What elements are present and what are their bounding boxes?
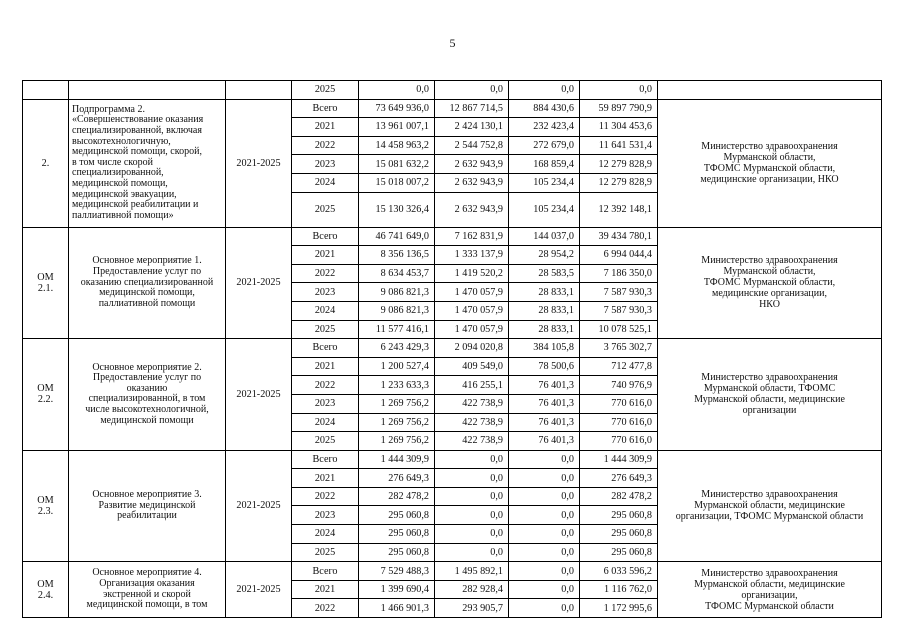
value-cell: 76 401,3 xyxy=(509,376,580,395)
period-cell: 2021-2025 xyxy=(226,562,292,618)
year-cell: 2025 xyxy=(292,543,359,562)
page-number: 5 xyxy=(449,36,456,50)
value-cell: 0,0 xyxy=(359,81,435,100)
value-cell: 1 470 057,9 xyxy=(435,283,509,302)
description-line: медицинской эвакуации, xyxy=(72,188,177,200)
description-line: паллиативной помощи» xyxy=(72,209,174,221)
year-cell: 2021 xyxy=(292,357,359,376)
value-cell: 15 130 326,4 xyxy=(359,192,435,227)
year-cell: Всего xyxy=(292,450,359,469)
value-cell: 0,0 xyxy=(435,469,509,488)
description-line: специализированной, включая xyxy=(72,125,202,136)
value-cell: 1 116 762,0 xyxy=(580,580,658,599)
value-cell: 11 577 416,1 xyxy=(359,320,435,339)
responsible-line: Мурманской области, медицинские xyxy=(694,394,845,406)
value-cell: 0,0 xyxy=(509,469,580,488)
value-cell: 9 086 821,3 xyxy=(359,301,435,320)
value-cell: 1 269 756,2 xyxy=(359,394,435,413)
value-cell: 295 060,8 xyxy=(359,525,435,544)
value-cell: 422 738,9 xyxy=(435,413,509,432)
value-cell: 0,0 xyxy=(435,487,509,506)
year-cell: 2024 xyxy=(292,413,359,432)
value-cell: 0,0 xyxy=(509,580,580,599)
responsible-line: организации, xyxy=(741,589,798,601)
value-cell: 2 094 020,8 xyxy=(435,339,509,358)
value-cell: 712 477,8 xyxy=(580,357,658,376)
value-cell: 0,0 xyxy=(509,525,580,544)
value-cell: 422 738,9 xyxy=(435,432,509,451)
value-cell: 15 018 007,2 xyxy=(359,173,435,192)
year-cell: 2021 xyxy=(292,246,359,265)
value-cell: 295 060,8 xyxy=(359,506,435,525)
value-cell: 76 401,3 xyxy=(509,394,580,413)
period-cell: 2021-2025 xyxy=(226,99,292,227)
responsible-line: Мурманской области, медицинские xyxy=(694,500,845,512)
description-line: Предоставление услуг по xyxy=(92,265,202,277)
description-line: Организация оказания xyxy=(99,578,195,590)
value-cell: 276 649,3 xyxy=(359,469,435,488)
value-cell: 416 255,1 xyxy=(435,376,509,395)
value-cell: 28 833,1 xyxy=(509,320,580,339)
table-row xyxy=(23,450,882,469)
value-cell: 14 458 963,2 xyxy=(359,136,435,155)
responsible-line: медицинские организации, xyxy=(712,288,827,300)
description-line: оказанию специализированной xyxy=(80,276,214,288)
description-line: специализированной, xyxy=(72,167,164,179)
description-line: медицинской помощи, xyxy=(72,177,168,189)
responsible-line: Министерство здравоохранения xyxy=(701,567,838,579)
description-line: высокотехнологичную, xyxy=(72,135,171,147)
responsible-line: организации, ТФОМС Мурманской области xyxy=(675,511,864,523)
period-cell: 2021-2025 xyxy=(226,339,292,451)
value-cell: 0,0 xyxy=(435,450,509,469)
value-cell: 3 765 302,7 xyxy=(580,339,658,358)
value-cell: 12 867 714,5 xyxy=(435,99,509,118)
value-cell: 46 741 649,0 xyxy=(359,227,435,246)
value-cell: 1 444 309,9 xyxy=(359,450,435,469)
section-id-line: 2.2. xyxy=(37,394,54,406)
year-cell: Всего xyxy=(292,227,359,246)
year-cell: 2022 xyxy=(292,487,359,506)
value-cell: 0,0 xyxy=(509,599,580,618)
year-cell: 2024 xyxy=(292,525,359,544)
value-cell: 0,0 xyxy=(509,81,580,100)
year-cell: 2022 xyxy=(292,136,359,155)
value-cell: 0,0 xyxy=(435,81,509,100)
value-cell: 1 466 901,3 xyxy=(359,599,435,618)
period-cell: 2021-2025 xyxy=(226,450,292,562)
value-cell: 282 478,2 xyxy=(359,487,435,506)
responsible-line: Мурманской области, xyxy=(723,152,816,164)
description-line: Основное мероприятие 1. xyxy=(92,255,202,267)
responsible-cell xyxy=(658,450,882,562)
responsible-cell xyxy=(658,81,882,100)
responsible-cell xyxy=(658,227,882,339)
description-cell xyxy=(69,81,226,100)
value-cell: 770 616,0 xyxy=(580,394,658,413)
value-cell: 0,0 xyxy=(509,562,580,581)
table-row xyxy=(23,81,882,100)
description-line: экстренной и скорой xyxy=(103,588,191,600)
responsible-line: ТФОМС Мурманской области, xyxy=(703,277,836,289)
description-line: реабилитации xyxy=(117,510,177,522)
description-line: оказанию xyxy=(126,382,168,394)
value-cell: 76 401,3 xyxy=(509,432,580,451)
value-cell: 105 234,4 xyxy=(509,173,580,192)
description-line: Основное мероприятие 2. xyxy=(92,361,202,373)
value-cell: 73 649 936,0 xyxy=(359,99,435,118)
section-id-line: ОМ xyxy=(37,494,54,506)
responsible-line: ТФОМС Мурманской области, xyxy=(703,163,836,175)
value-cell: 0,0 xyxy=(509,506,580,525)
responsible-line: НКО xyxy=(759,299,780,311)
value-cell: 770 616,0 xyxy=(580,432,658,451)
description-line: медицинской реабилитации и xyxy=(72,199,199,211)
responsible-line: Министерство здравоохранения xyxy=(701,489,838,501)
year-cell: 2021 xyxy=(292,469,359,488)
value-cell: 6 994 044,4 xyxy=(580,246,658,265)
id-cell xyxy=(23,81,69,100)
section-description-cell xyxy=(69,99,226,227)
value-cell: 28 833,1 xyxy=(509,301,580,320)
description-line: Основное мероприятие 3. xyxy=(92,489,202,501)
year-cell: Всего xyxy=(292,562,359,581)
responsible-cell xyxy=(658,562,882,618)
value-cell: 1 200 527,4 xyxy=(359,357,435,376)
section-description-cell xyxy=(69,227,226,339)
value-cell: 0,0 xyxy=(435,525,509,544)
value-cell: 2 424 130,1 xyxy=(435,118,509,137)
value-cell: 7 529 488,3 xyxy=(359,562,435,581)
responsible-line: организации xyxy=(742,405,797,417)
responsible-line: ТФОМС Мурманской области xyxy=(705,600,834,612)
section-id-line: ОМ xyxy=(37,578,54,590)
value-cell: 1 419 520,2 xyxy=(435,264,509,283)
value-cell: 13 961 007,1 xyxy=(359,118,435,137)
section-id-line: 2.3. xyxy=(37,505,54,517)
section-id-cell xyxy=(23,562,69,618)
value-cell: 7 162 831,9 xyxy=(435,227,509,246)
value-cell: 1 495 892,1 xyxy=(435,562,509,581)
value-cell: 770 616,0 xyxy=(580,413,658,432)
responsible-cell xyxy=(658,339,882,451)
value-cell: 1 470 057,9 xyxy=(435,320,509,339)
year-cell: 2023 xyxy=(292,394,359,413)
value-cell: 78 500,6 xyxy=(509,357,580,376)
year-cell: Всего xyxy=(292,99,359,118)
value-cell: 1 269 756,2 xyxy=(359,413,435,432)
value-cell: 409 549,0 xyxy=(435,357,509,376)
description-line: Подпрограмма 2. xyxy=(72,103,145,115)
responsible-line: Мурманской области, xyxy=(723,266,816,278)
value-cell: 295 060,8 xyxy=(580,525,658,544)
value-cell: 2 632 943,9 xyxy=(435,155,509,174)
year-cell: 2022 xyxy=(292,264,359,283)
year-cell: 2024 xyxy=(292,301,359,320)
description-line: Развитие медицинской xyxy=(98,499,196,511)
value-cell: 1 172 995,6 xyxy=(580,599,658,618)
year-cell: 2025 xyxy=(292,192,359,227)
section-description-cell xyxy=(69,450,226,562)
table-row xyxy=(23,339,882,358)
description-line: в том числе скорой xyxy=(72,156,153,168)
section-id-cell xyxy=(23,339,69,451)
value-cell: 1 233 633,3 xyxy=(359,376,435,395)
value-cell: 7 186 350,0 xyxy=(580,264,658,283)
section-id-line: ОМ xyxy=(37,271,54,283)
description-line: Основное мероприятие 4. xyxy=(92,567,202,579)
value-cell: 740 976,9 xyxy=(580,376,658,395)
value-cell: 1 444 309,9 xyxy=(580,450,658,469)
value-cell: 7 587 930,3 xyxy=(580,283,658,302)
year-cell: 2021 xyxy=(292,118,359,137)
value-cell: 272 679,0 xyxy=(509,136,580,155)
value-cell: 11 304 453,6 xyxy=(580,118,658,137)
responsible-line: Министерство здравоохранения xyxy=(701,141,838,153)
value-cell: 9 086 821,3 xyxy=(359,283,435,302)
year-cell: Всего xyxy=(292,339,359,358)
year-cell: 2025 xyxy=(292,432,359,451)
section-id-line: 2.4. xyxy=(37,589,54,601)
value-cell: 295 060,8 xyxy=(580,543,658,562)
description-line: медицинской помощи, скорой, xyxy=(72,146,202,158)
year-cell: 2023 xyxy=(292,506,359,525)
section-id-line: 2.1. xyxy=(37,282,54,294)
value-cell: 282 928,4 xyxy=(435,580,509,599)
description-line: Предоставление услуг по xyxy=(92,372,202,384)
budget-table xyxy=(22,80,882,618)
section-description-cell xyxy=(69,562,226,618)
value-cell: 0,0 xyxy=(435,506,509,525)
description-line: «Совершенствование оказания xyxy=(72,114,204,126)
value-cell: 0,0 xyxy=(580,81,658,100)
year-cell: 2022 xyxy=(292,599,359,618)
year-cell: 2023 xyxy=(292,155,359,174)
description-line: медицинской помощи, xyxy=(99,287,195,299)
value-cell: 232 423,4 xyxy=(509,118,580,137)
value-cell: 144 037,0 xyxy=(509,227,580,246)
value-cell: 295 060,8 xyxy=(580,506,658,525)
value-cell: 8 634 453,7 xyxy=(359,264,435,283)
value-cell: 76 401,3 xyxy=(509,413,580,432)
value-cell: 293 905,7 xyxy=(435,599,509,618)
value-cell: 105 234,4 xyxy=(509,192,580,227)
value-cell: 1 470 057,9 xyxy=(435,301,509,320)
responsible-line: Министерство здравоохранения xyxy=(701,255,838,267)
value-cell: 28 954,2 xyxy=(509,246,580,265)
value-cell: 28 833,1 xyxy=(509,283,580,302)
value-cell: 2 632 943,9 xyxy=(435,192,509,227)
value-cell: 884 430,6 xyxy=(509,99,580,118)
value-cell: 10 078 525,1 xyxy=(580,320,658,339)
value-cell: 7 587 930,3 xyxy=(580,301,658,320)
responsible-line: Министерство здравоохранения xyxy=(701,372,838,384)
value-cell: 0,0 xyxy=(509,487,580,506)
value-cell: 1 269 756,2 xyxy=(359,432,435,451)
value-cell: 39 434 780,1 xyxy=(580,227,658,246)
year-cell: 2025 xyxy=(292,81,359,100)
year-cell: 2021 xyxy=(292,580,359,599)
value-cell: 282 478,2 xyxy=(580,487,658,506)
value-cell: 276 649,3 xyxy=(580,469,658,488)
description-line: медицинской помощи xyxy=(100,414,194,426)
section-id-cell xyxy=(23,450,69,562)
responsible-line: медицинские организации, НКО xyxy=(700,174,839,186)
description-line: медицинской помощи, в том xyxy=(86,599,208,611)
description-line: специализированной, в том xyxy=(88,393,206,405)
section-id-cell xyxy=(23,227,69,339)
value-cell: 8 356 136,5 xyxy=(359,246,435,265)
description-line: паллиативной помощи xyxy=(98,297,196,309)
value-cell: 1 399 690,4 xyxy=(359,580,435,599)
value-cell: 6 243 429,3 xyxy=(359,339,435,358)
value-cell: 1 333 137,9 xyxy=(435,246,509,265)
table-row xyxy=(23,562,882,581)
value-cell: 295 060,8 xyxy=(359,543,435,562)
table-row xyxy=(23,227,882,246)
value-cell: 28 583,5 xyxy=(509,264,580,283)
value-cell: 12 392 148,1 xyxy=(580,192,658,227)
year-cell: 2025 xyxy=(292,320,359,339)
year-cell: 2022 xyxy=(292,376,359,395)
value-cell: 384 105,8 xyxy=(509,339,580,358)
value-cell: 15 081 632,2 xyxy=(359,155,435,174)
period-cell: 2021-2025 xyxy=(226,227,292,339)
value-cell: 2 632 943,9 xyxy=(435,173,509,192)
section-id-cell: 2. xyxy=(23,99,69,227)
value-cell: 422 738,9 xyxy=(435,394,509,413)
value-cell: 168 859,4 xyxy=(509,155,580,174)
section-description-cell xyxy=(69,339,226,451)
responsible-line: Мурманской области, ТФОМС xyxy=(703,383,836,395)
year-cell: 2024 xyxy=(292,173,359,192)
responsible-line: Мурманской области, медицинские xyxy=(694,578,845,590)
value-cell: 2 544 752,8 xyxy=(435,136,509,155)
year-cell: 2023 xyxy=(292,283,359,302)
table-row xyxy=(23,99,882,118)
responsible-cell xyxy=(658,99,882,227)
value-cell: 11 641 531,4 xyxy=(580,136,658,155)
value-cell: 12 279 828,9 xyxy=(580,155,658,174)
period-cell xyxy=(226,81,292,100)
value-cell: 12 279 828,9 xyxy=(580,173,658,192)
value-cell: 59 897 790,9 xyxy=(580,99,658,118)
value-cell: 0,0 xyxy=(509,450,580,469)
section-id-line: ОМ xyxy=(37,383,54,395)
value-cell: 0,0 xyxy=(435,543,509,562)
value-cell: 6 033 596,2 xyxy=(580,562,658,581)
value-cell: 0,0 xyxy=(509,543,580,562)
description-line: числе высокотехнологичной, xyxy=(85,404,209,415)
